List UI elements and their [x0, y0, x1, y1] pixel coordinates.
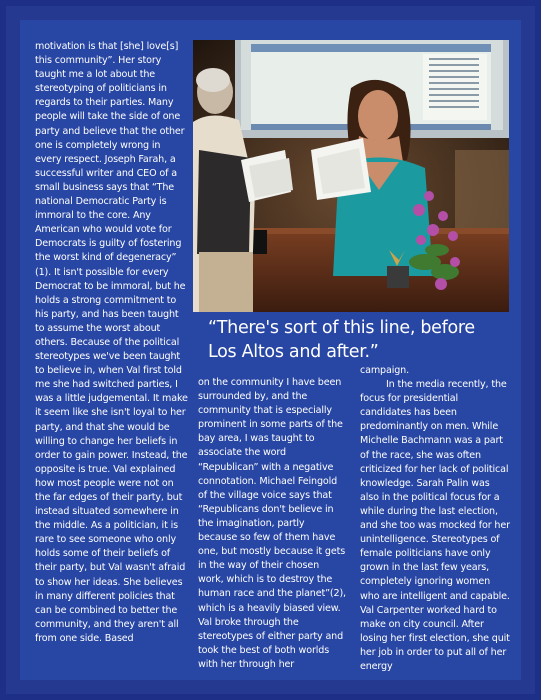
- pull-quote: “There's sort of this line, before Los Altos and after.”: [208, 318, 475, 362]
- column-1-text: motivation is that [she] love[s] this community”. Her story taught me a lot about the stereotyping of politicians in regards to their parties. Many people will take the side of one party and believe that the other one is completely wrong in every respect. Joseph Farah, a successful writer and CEO of a small business says that “The national Democratic Party is immoral to the core. Any American who would vote for Democrats is guilty of fostering the worst kind of degeneracy” (1). It isn't possible for every Democrat to be immoral, but he holds a strong commitment to his party, and has been taught to assume the worst about others. Because of the political stereotypes we've been taught to believe in, when Val first told me she had switched parties, I was a little judgemental. It make it seem like she isn't loyal to her party, and that she would be willing to change her beliefs in order to gain power. Instead, the opposite is true. Val explained how most people were not on the far edges of their party, but instead situated somewhere in the middle. As a politician, it is rare to see someone who only holds some of their beliefs of their party, but Val wasn't afraid to show her ideas. She believes in many different policies that can be combined to better the community, and they aren't all from one side. Based: [35, 41, 188, 644]
- column-2-text: on the community I have been surrounded by, and the community that is especially prominent in some parts of the bay area, I was taught to associate the word “Republican” with a negative connotation. Michael Feingold of the village voice says that “Republicans don't believe in the imagination, partly because so few of them have one, but mostly because it gets in the way of their chosen work, which is to destroy the human race and the planet”(2), which is a heavily biased view. Val broke through the stereotypes of either party and took the best of both worlds with her through her: [198, 377, 346, 670]
- photo-council-meeting: [193, 40, 509, 312]
- text-column-3: [360, 364, 510, 674]
- column-3-text: In the media recently, the focus for presidential candidates has been predominantly on men. While Michelle Bachmann was a part of the race, she was often criticized for her lack of political knowledge. Sarah Palin was also in the political focus for a while during the last election, and she too was mocked for her unintelligence. Stereotypes of female politicians have only grown in the last few years, completely ignoring women who are intelligent and capable. Val Carpenter worked hard to make on city council. After losing her first election, she quit her job in order to put all of her energy: [360, 379, 510, 672]
- text-column-2: [198, 376, 346, 672]
- photo-illustration: [193, 40, 509, 312]
- text-column-1: [35, 40, 188, 646]
- column-3-lead: campaign.: [360, 365, 410, 376]
